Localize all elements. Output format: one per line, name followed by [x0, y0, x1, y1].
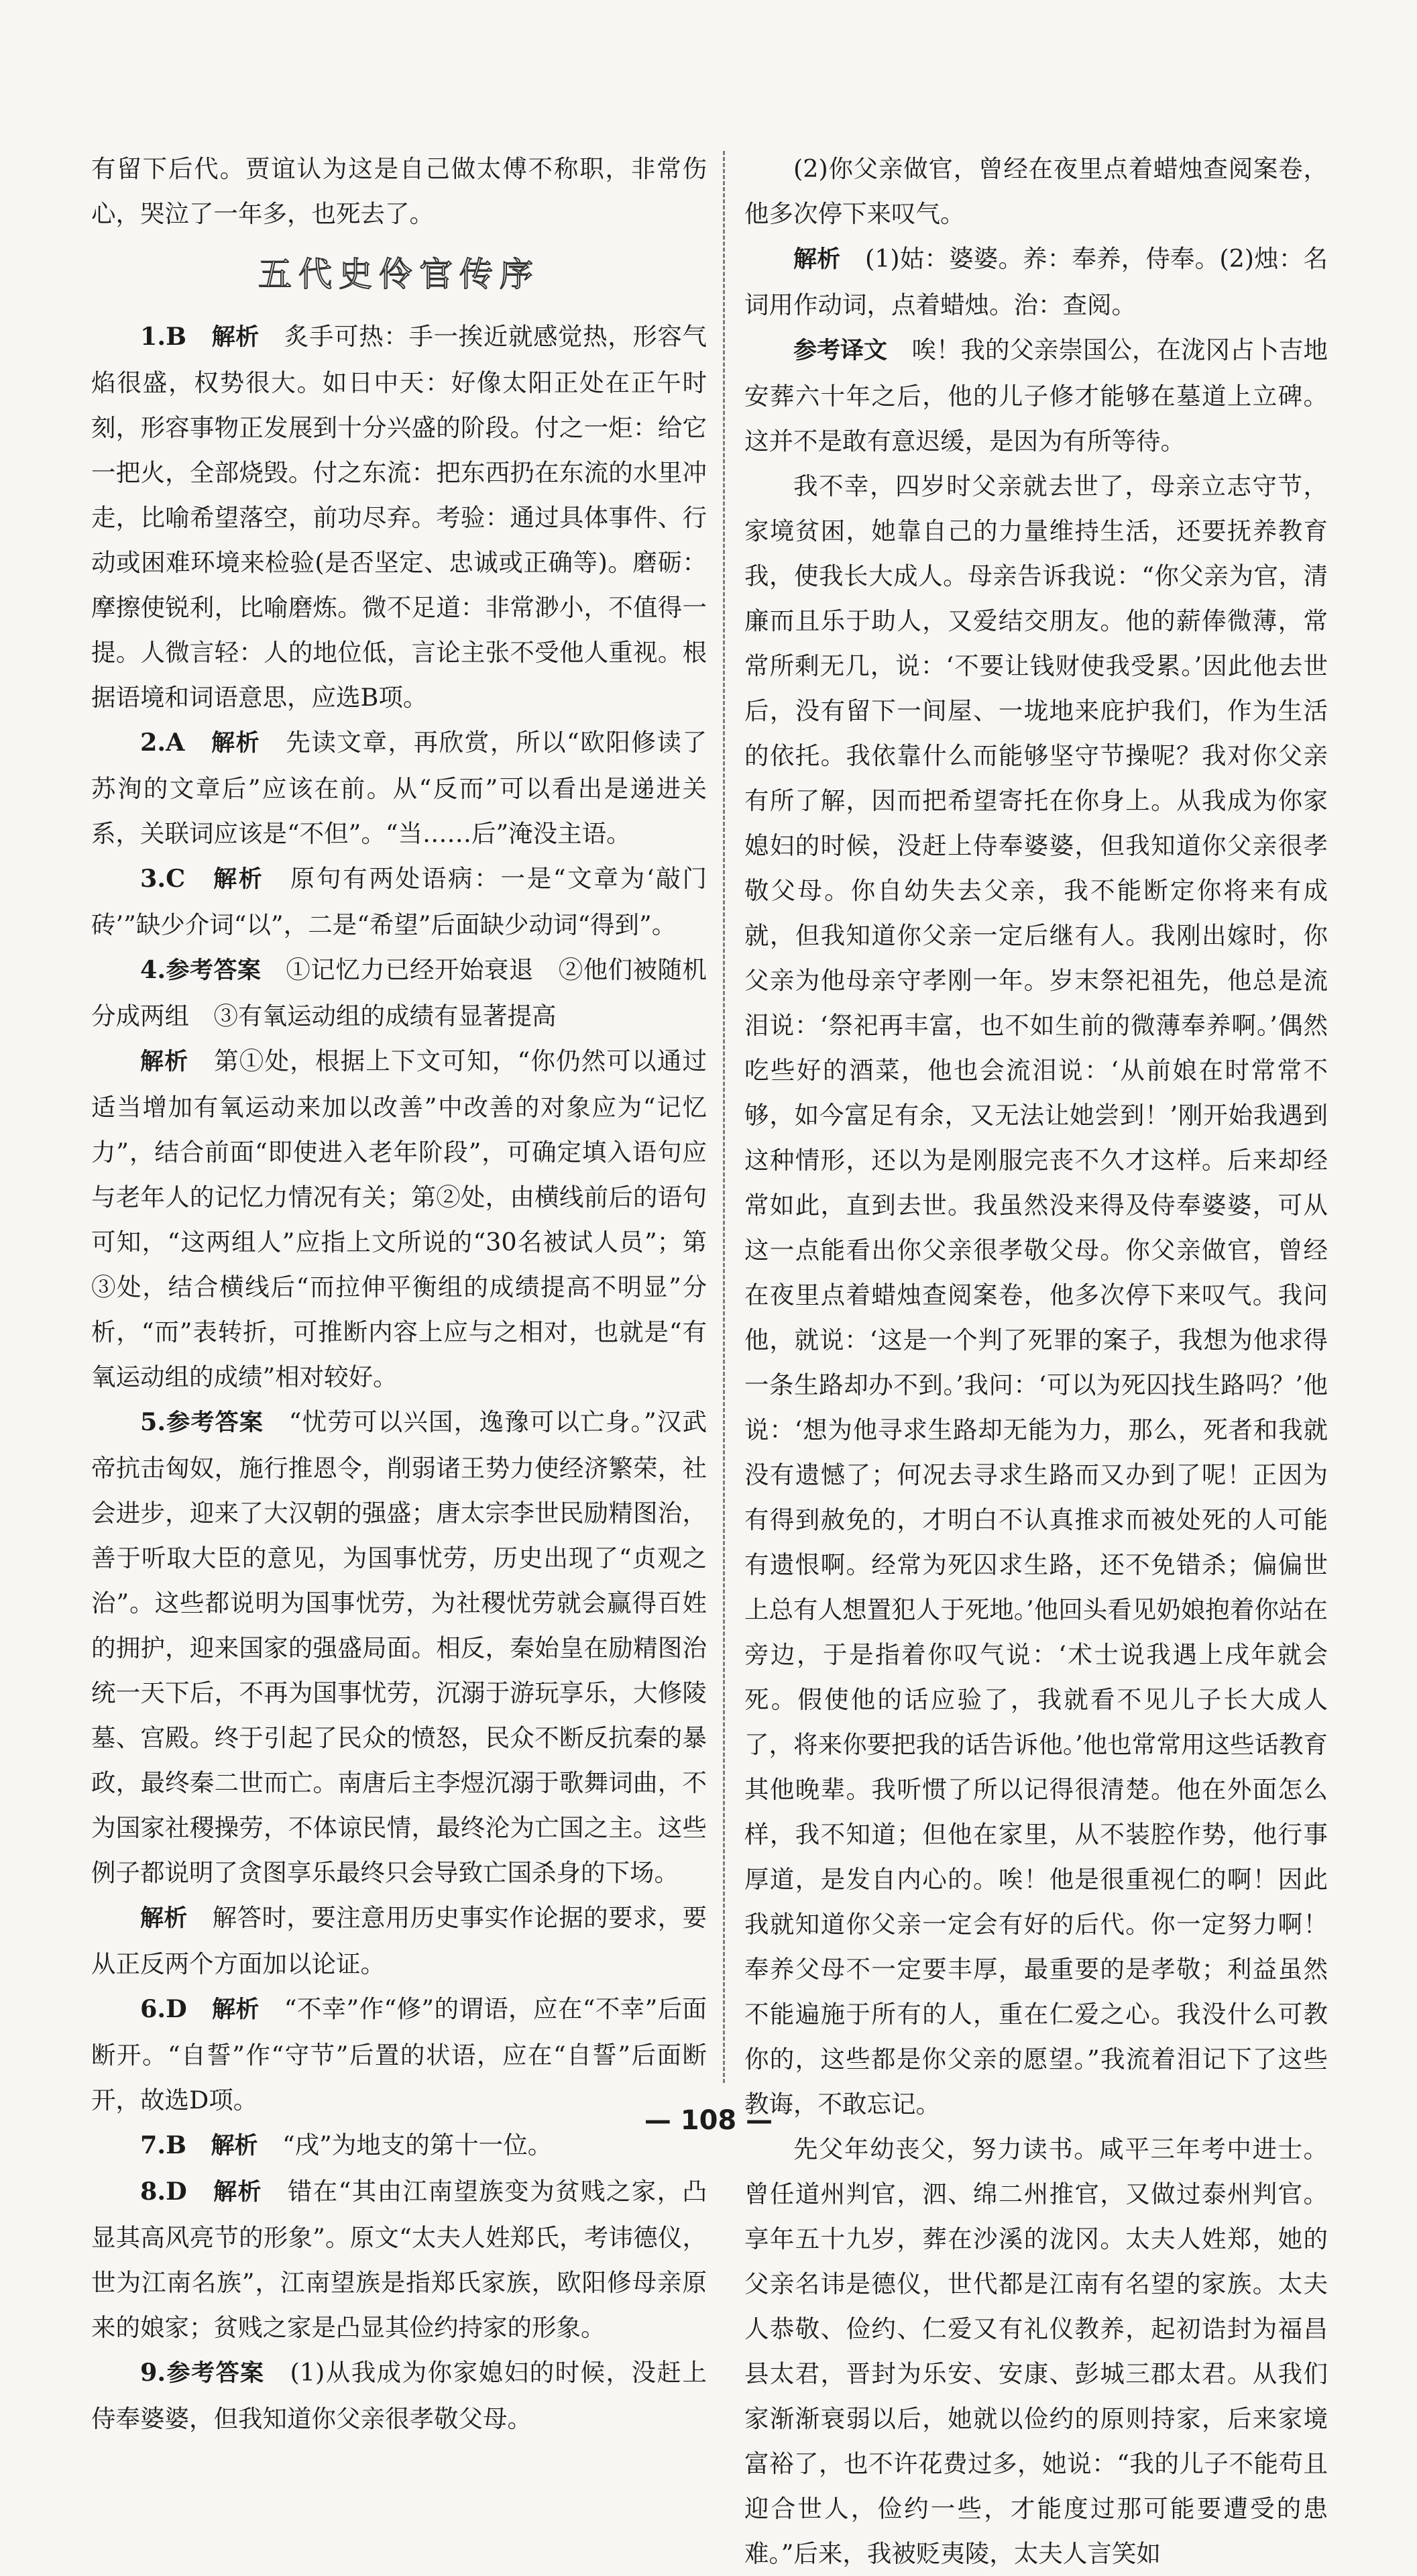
translation-paragraph: [744, 327, 1328, 464]
item-number: 7.B: [140, 2131, 186, 2159]
item-number: 6.D: [140, 1994, 187, 2023]
item-number: 5.: [140, 1407, 166, 1436]
item-keyword: 解析: [211, 2133, 258, 2159]
item-keyword: 解析: [211, 324, 260, 351]
item-keyword: 参考答案: [166, 1409, 264, 1436]
item-text: 先读文章，再欣赏，所以“欧阳修读了苏洵的文章后”应该在前。从“反而”可以看出是递进关系，关联词应该是“不但”。“当……后”淹没主语。: [91, 728, 707, 848]
answer-1: [91, 314, 707, 720]
item-text: “忧劳可以兴国，逸豫可以亡身。”汉武帝抗击匈奴，施行推恩令，削弱诸王势力使经济繁荣，社会进步，迎来了大汉朝的强盛；唐太宗李世民励精图治，善于听取大臣的意见，为国事忧劳，历史出现了“贞观之治”。这些都说明为国事忧劳，为社稷忧劳就会赢得百姓的拥护，迎来国家的强盛局面。相反，秦始皇在励精图治统一天下后，不再为国事忧劳，沉溺于游玩享乐，大修陵墓、宫殿。终于引起了民众的愤怒，民众不断反抗秦的暴政，最终秦二世而亡。南唐后主李煜沉溺于歌舞词曲，不为国家社稷操劳，不体谅民情，最终沦为亡国之主。这些例子都说明了贪图享乐最终只会导致亡国杀身的下场。: [91, 1407, 707, 1887]
paragraph: 有留下后代。贾谊认为这是自己做太傅不称职，非常伤心，哭泣了一年多，也死去了。: [91, 154, 707, 228]
left-column: [91, 146, 707, 2441]
item-number: 2.A: [140, 728, 185, 757]
item-keyword: 解析: [793, 246, 841, 273]
item-text: 唉！我的父亲崇国公，在泷冈占卜吉地安葬六十年之后，他的儿子修才能够在墓道上立碑。这并不是敢有意迟缓，是因为有所等待。: [744, 335, 1328, 455]
item-text: 解答时，要注意用历史事实作论据的要求，要从正反两个方面加以论证。: [91, 1903, 707, 1978]
item-text: 第①处，根据上下文可知，“你仍然可以通过适当增加有氧运动来加以改善”中改善的对象应为“记忆力”，结合前面“即使进入老年阶段”，可确定填入语句应与老年人的记忆力情况有关；第②处，由横线前后的语句可知，“这两组人”应指上文所说的“30名被试人员”；第③处，结合横线后“而拉伸平衡组的成绩提高不明显”分析，“而”表转折，可推断内容上应与之相对，也就是“有氧运动组的成绩”相对较好。: [91, 1046, 707, 1391]
item-keyword: 解析: [140, 1049, 189, 1075]
answer-5: [91, 1399, 707, 1895]
answer-6: [91, 1986, 707, 2123]
answer-3: [91, 856, 707, 947]
item-number: 3.C: [140, 864, 186, 893]
item-text: (1)姑：婆婆。养：奉养，侍奉。(2)烛：名词用作动词，点着蜡烛。治：查阅。: [744, 244, 1328, 319]
item-text: 错在“其由江南望族变为贫贱之家，凸显其高风亮节的形象”。原文“太夫人姓郑氏，考讳德仪，世为江南名族”，江南望族是指郑氏家族，欧阳修母亲原来的娘家；贫贱之家是凸显其俭约持家的形象。: [91, 2177, 707, 2342]
item-keyword: 参考答案: [166, 2360, 265, 2387]
item-keyword: 解析: [211, 730, 261, 757]
item-text: “戌”为地支的第十一位。: [282, 2131, 553, 2159]
item-number: 4.: [140, 955, 166, 984]
item-keyword: 解析: [213, 2179, 262, 2206]
item-text: 炙手可热：手一挨近就感觉热，形容气焰很盛，权势很大。如日中天：好像太阳正处在正午时刻，形容事物正发展到十分兴盛的阶段。付之一炬：给它一把火，全部烧毁。付之东流：把东西扔在东流的水里冲走，比喻希望落空，前功尽弃。考验：通过具体事件、行动或困难环境来检验(是否坚定、忠诚或正确等)。磨砺：摩擦使锐利，比喻磨炼。微不足道：非常渺小，不值得一提。人微言轻：人的地位低，言论主张不受他人重视。根据语境和词语意思，应选B项。: [91, 322, 707, 712]
item-text: 原句有两处语病：一是“文章为‘敲门砖’”缺少介词“以”，二是“希望”后面缺少动词“得到”。: [91, 864, 707, 939]
item-number: 1.B: [140, 322, 186, 351]
right-column: [744, 146, 1328, 2576]
item-keyword: 解析: [140, 1905, 188, 1932]
item-text: (1)从我成为你家媳妇的时候，没赶上侍奉婆婆，但我知道你父亲很孝敬父母。: [91, 2358, 707, 2433]
paragraph: (2)你父亲做官，曾经在夜里点着蜡烛查阅案卷，他多次停下来叹气。: [744, 154, 1328, 228]
paragraph: 我不幸，四岁时父亲就去世了，母亲立志守节，家境贫困，她靠自己的力量维持生活，还要抚养教育我，使我长大成人。母亲告诉我说：“你父亲为官，清廉而且乐于助人，又爱结交朋友。他的薪俸微薄，常常所剩无几，说：‘不要让钱财使我受累。’因此他去世后，没有留下一间屋、一垅地来庇护我们，作为生活的依托。我依靠什么而能够坚守节操呢？我对你父亲有所了解，因而把希望寄托在你身上。从我成为你家媳妇的时候，没赶上侍奉婆婆，但我知道你父亲很孝敬父母。你自幼失去父亲，我不能断定你将来有成就，但我知道你父亲一定后继有人。我刚出嫁时，你父亲为他母亲守孝刚一年。岁末祭祀祖先，他总是流泪说：‘祭祀再丰富，也不如生前的微薄奉养啊。’偶然吃些好的酒菜，他也会流泪说：‘从前娘在时常常不够，如今富足有余，又无法让她尝到！’刚开始我遇到这种情形，还以为是刚服完丧不久才这样。后来却经常如此，直到去世。我虽然没来得及侍奉婆婆，可从这一点能看出你父亲很孝敬父母。你父亲做官，曾经在夜里点着蜡烛查阅案卷，他多次停下来叹气。我问他，就说：‘这是一个判了死罪的案子，我想为他求得一条生路却办不到。’我问：‘可以为死囚找生路吗？’他说：‘想为他寻求生路却无能为力，那么，死者和我就没有遗憾了；何况去寻求生路而又办到了呢！正因为有得到赦免的，才明白不认真推求而被处死的人可能有遗恨啊。经常为死囚求生路，还不免错杀；偏偏世上总有人想置犯人于死地。’他回头看见奶娘抱着你站在旁边，于是指着你叹气说：‘术士说我遇上戌年就会死。假使他的话应验了，我就看不见儿子长大成人了，将来你要把我的话告诉他。’他也常常用这些话教育其他晚辈。我听惯了所以记得很清楚。他在外面怎么样，我不知道；但他在家里，从不装腔作势，他行事厚道，是发自内心的。唉！他是很重视仁的啊！因此我就知道你父亲一定会有好的后代。你一定努力啊！奉养父母不一定要丰厚，最重要的是孝敬；利益虽然不能遍施于所有的人，重在仁爱之心。我没什么可教你的，这些都是你父亲的愿望。”我流着泪记下了这些教诲，不敢忘记。: [744, 472, 1328, 2118]
column-divider: [723, 151, 725, 2083]
page-number: — 108 —: [644, 2105, 773, 2136]
answer-4: [91, 947, 707, 1038]
answer-2: [91, 720, 707, 856]
item-number: 8.D: [140, 2177, 187, 2206]
answer-8: [91, 2169, 707, 2350]
answer-4-analysis: [91, 1038, 707, 1399]
item-keyword: 解析: [213, 866, 264, 893]
item-number: 9.: [140, 2358, 166, 2387]
answer-5-analysis: [91, 1895, 707, 1986]
answer-9: [91, 2350, 707, 2441]
paragraph: 先父年幼丧父，努力读书。咸平三年考中进士。曾任道州判官，泗、绵二州推官，又做过泰州判官。享年五十九岁，葬在沙溪的泷冈。太夫人姓郑，她的父亲名讳是德仪，世代都是江南有名望的家族。太夫人恭敬、俭约、仁爱又有礼仪教养，起初诰封为福昌县太君，晋封为乐安、安康、彭城三郡太君。从我们家渐渐衰弱以后，她就以俭约的原则持家，后来家境富裕了，也不许花费过多，她说：“我的儿子不能苟且迎合世人，俭约一些，才能度过那可能要遭受的患难。”后来，我被贬夷陵，太夫人言笑如: [744, 2135, 1328, 2568]
item-text: “不幸”作“修”的谓语，应在“不幸”后面断开。“自誓”作“守节”后置的状语，应在“自誓”后面断开，故选D项。: [91, 1994, 707, 2114]
item-keyword: 参考答案: [166, 957, 262, 984]
item-keyword: 解析: [212, 1996, 260, 2023]
analysis-paragraph: [744, 236, 1328, 327]
item-keyword: 参考译文: [793, 337, 888, 364]
item-text: ①记忆力已经开始衰退 ②他们被随机分成两组 ③有氧运动组的成绩有显著提高: [91, 955, 707, 1030]
section-title: 五代史伶官传序: [258, 255, 540, 294]
